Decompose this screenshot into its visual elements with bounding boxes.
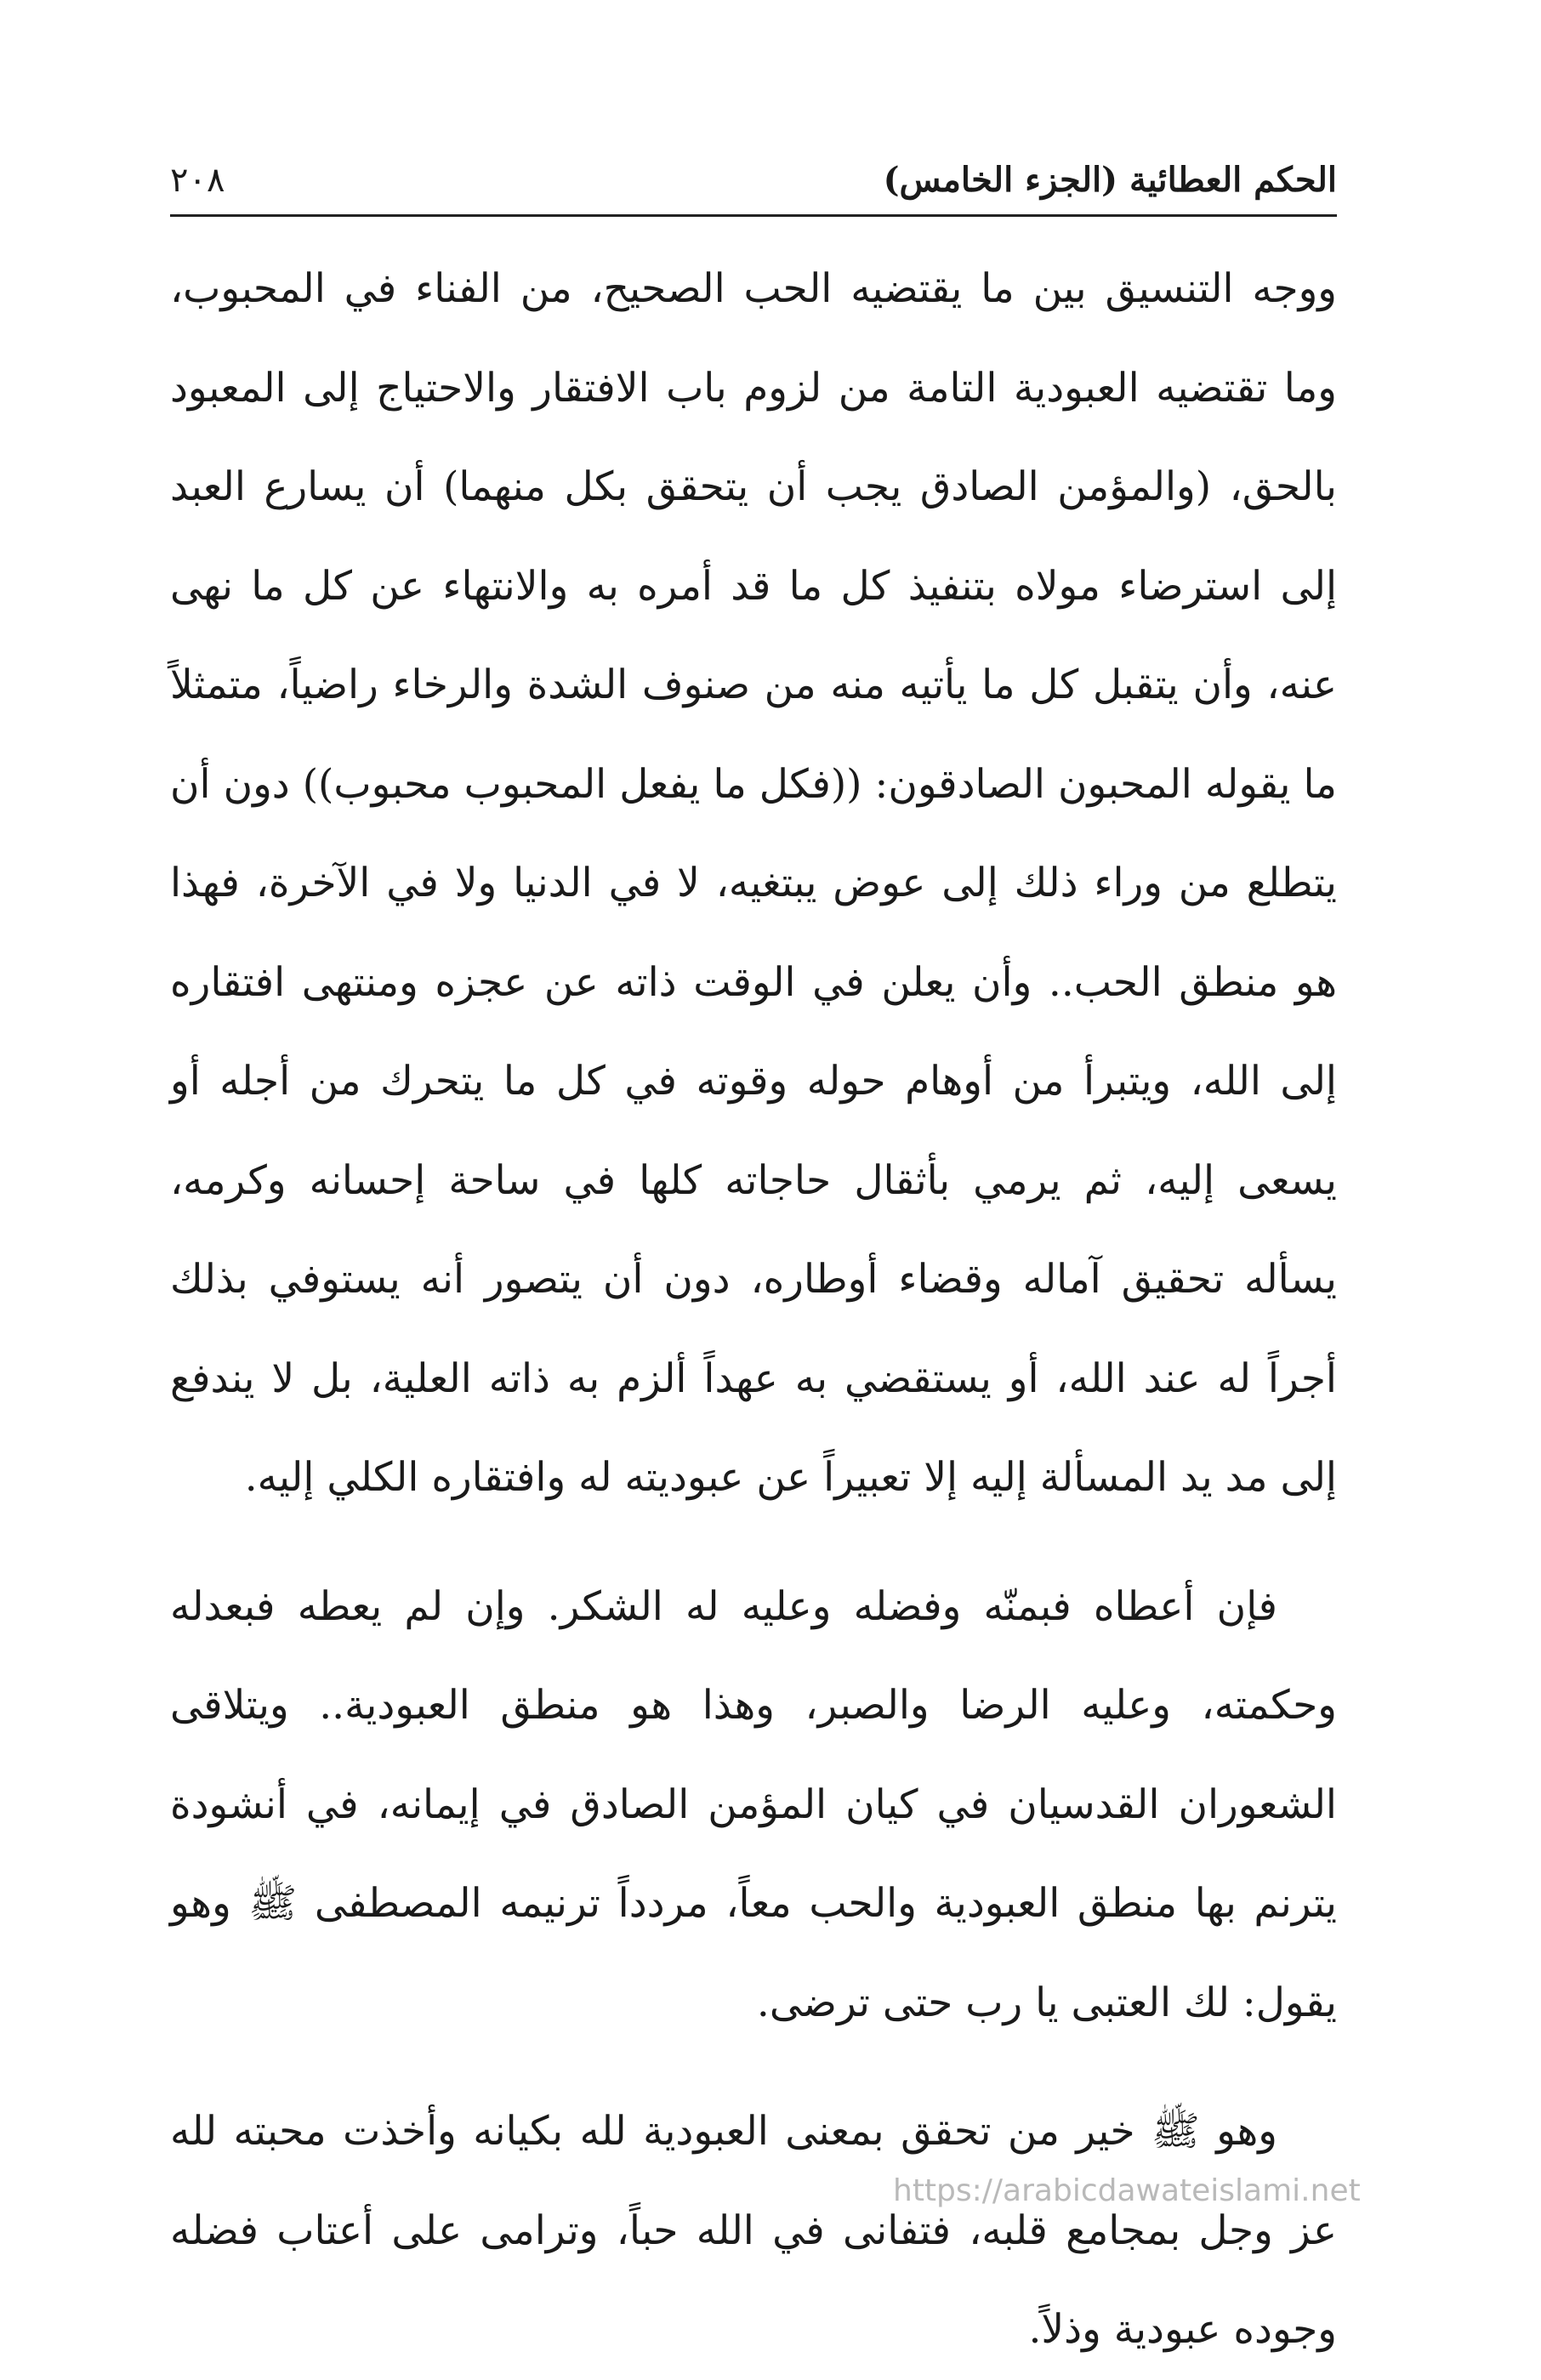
- header-divider: [170, 214, 1337, 217]
- page-number: ٢٠٨: [170, 161, 225, 200]
- watermark-url: https://arabicdawateislami.net: [893, 2173, 1361, 2208]
- paragraph-3: وهو ﷺ خير من تحقق بمعنى العبودية لله بكيانه وأخذت محبته لله عز وجل بمجامع قلبه، فتفانى في الله حباً، وترامى على أعتاب فضله وجوده عبودية وذلاً.: [170, 2108, 1337, 2353]
- body-text: [170, 240, 1337, 2380]
- paragraph-1: ووجه التنسيق بين ما يقتضيه الحب الصحيح، من الفناء في المحبوب، وما تقتضيه العبودية التامة من لزوم باب الافتقار والاحتياج إلى المعبود بالحق، (والمؤمن الصادق يجب أن يتحقق بكل منهما) أن يسارع العبد إلى استرضاء مولاه بتنفيذ كل ما قد أمره به والانتهاء عن كل ما نهى عنه، وأن يتقبل كل ما يأتيه منه من صنوف الشدة والرخاء راضياً، متمثلاً ما يقوله المحبون الصادقون: ((فكل ما يفعل المحبوب محبوب)) دون أن يتطلع من وراء ذلك إلى عوض يبتغيه، لا في الدنيا ولا في الآخرة، فهذا هو منطق الحب.. وأن يعلن في الوقت ذاته عن عجزه ومنتهى افتقاره إلى الله، ويتبرأ من أوهام حوله وقوته في كل ما يتحرك من أجله أو يسعى إليه، ثم يرمي بأثقال حاجاته كلها في ساحة إحسانه وكرمه، يسأله تحقيق آماله وقضاء أوطاره، دون أن يتصور أنه يستوفي بذلك أجراً له عند الله، أو يستقضي به عهداً ألزم به ذاته العلية، بل لا يندفع إلى مد يد المسألة إليه إلا تعبيراً عن عبوديته له وافتقاره الكلي إليه.: [170, 265, 1337, 1501]
- running-title: الحكم العطائية (الجزء الخامس): [883, 160, 1337, 200]
- page-header: [170, 150, 1337, 218]
- paragraph-2: فإن أعطاه فبمنّه وفضله وعليه له الشكر. وإن لم يعطه فبعدله وحكمته، وعليه الرضا والصبر، وهذا هو منطق العبودية.. ويتلاقى الشعوران القدسيان في كيان المؤمن الصادق في إيمانه، في أنشودة يترنم بها منطق العبودية والحب معاً، مردداً ترنيمه المصطفى ﷺ وهو يقول: لك العتبى يا رب حتى ترضى.: [170, 1582, 1337, 2026]
